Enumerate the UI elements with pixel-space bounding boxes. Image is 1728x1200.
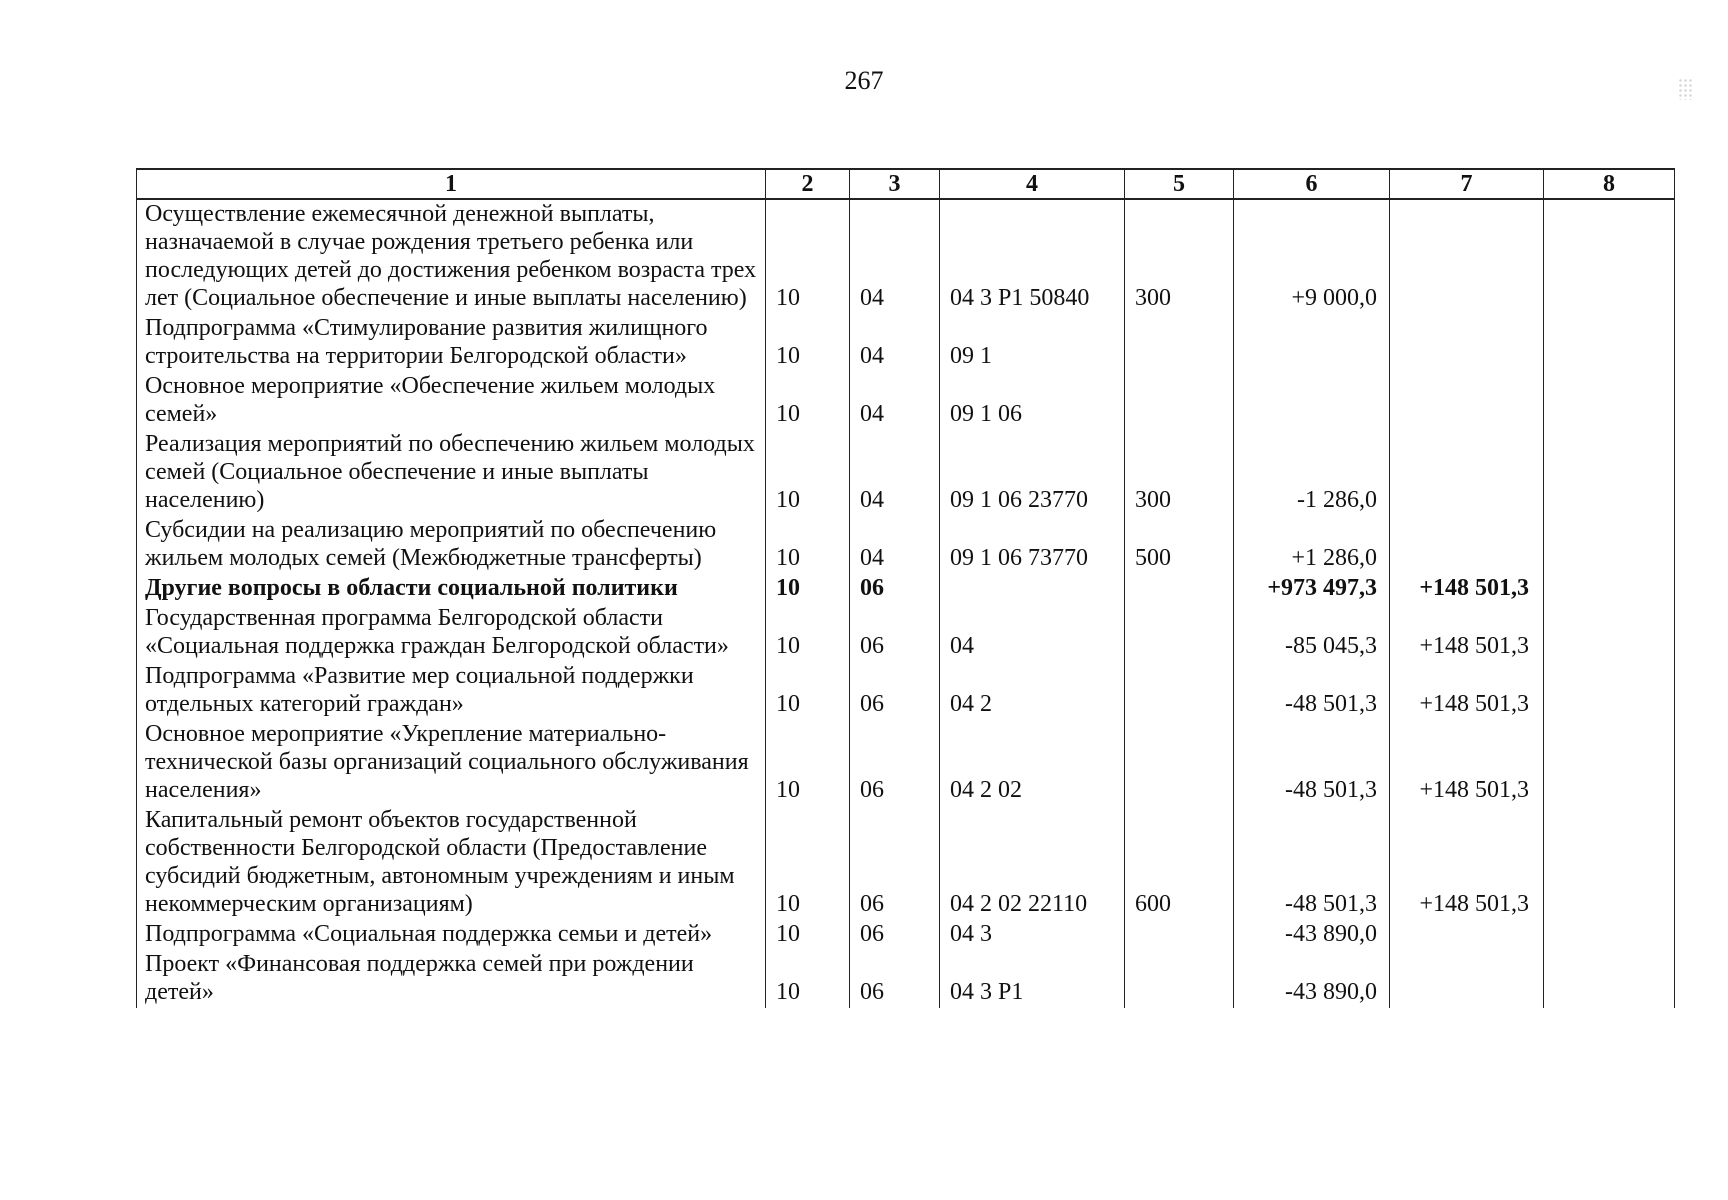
row-expense-type: 300 (1125, 430, 1234, 516)
table-row (137, 430, 1675, 516)
row-description: Субсидии на реализацию мероприятий по обеспечению жильем молодых семей (Межбюджетные трансферты) (137, 516, 766, 574)
row-amount-2 (1390, 199, 1544, 314)
table-header-row (137, 169, 1675, 199)
column-header-1: 1 (137, 169, 766, 199)
row-amount-3 (1544, 950, 1675, 1008)
row-target-article: 04 3 (940, 920, 1125, 950)
row-expense-type (1125, 662, 1234, 720)
row-expense-type (1125, 372, 1234, 430)
row-description: Осуществление ежемесячной денежной выплаты, назначаемой в случае рождения третьего ребенка или последующих детей до достижения ребенком возраста трех лет (Социальное обеспечение и иные выплаты населению) (137, 199, 766, 314)
row-section: 10 (766, 430, 850, 516)
row-amount-3 (1544, 806, 1675, 920)
column-header-3: 3 (850, 169, 940, 199)
row-section: 10 (766, 314, 850, 372)
row-description: Подпрограмма «Стимулирование развития жилищного строительства на территории Белгородской области» (137, 314, 766, 372)
row-description: Капитальный ремонт объектов государственной собственности Белгородской области (Предоставление субсидий бюджетным, автономным учреждениям и иным некоммерческим организациям) (137, 806, 766, 920)
row-expense-type (1125, 314, 1234, 372)
row-amount-3 (1544, 920, 1675, 950)
row-description: Реализация мероприятий по обеспечению жильем молодых семей (Социальное обеспечение и иные выплаты населению) (137, 430, 766, 516)
row-subsection: 06 (850, 950, 940, 1008)
row-subsection: 04 (850, 430, 940, 516)
row-amount-1: +973 497,3 (1234, 574, 1390, 604)
row-amount-3 (1544, 720, 1675, 806)
row-amount-2 (1390, 372, 1544, 430)
table-row (137, 574, 1675, 604)
table-row (137, 314, 1675, 372)
row-expense-type: 300 (1125, 199, 1234, 314)
row-amount-1: -43 890,0 (1234, 920, 1390, 950)
row-section: 10 (766, 372, 850, 430)
row-amount-1: -48 501,3 (1234, 720, 1390, 806)
row-description: Проект «Финансовая поддержка семей при рождении детей» (137, 950, 766, 1008)
column-header-5: 5 (1125, 169, 1234, 199)
row-subsection: 04 (850, 314, 940, 372)
row-amount-1 (1234, 372, 1390, 430)
row-subsection: 04 (850, 516, 940, 574)
row-amount-1: -48 501,3 (1234, 806, 1390, 920)
row-section: 10 (766, 662, 850, 720)
row-section: 10 (766, 574, 850, 604)
column-header-6: 6 (1234, 169, 1390, 199)
row-amount-1: -43 890,0 (1234, 950, 1390, 1008)
table-row (137, 950, 1675, 1008)
table-row (137, 662, 1675, 720)
row-amount-1: -1 286,0 (1234, 430, 1390, 516)
row-expense-type: 500 (1125, 516, 1234, 574)
row-amount-1: +1 286,0 (1234, 516, 1390, 574)
row-expense-type (1125, 720, 1234, 806)
row-target-article: 04 (940, 604, 1125, 662)
table-body (137, 199, 1675, 1008)
row-subsection: 06 (850, 604, 940, 662)
column-header-7: 7 (1390, 169, 1544, 199)
row-expense-type (1125, 950, 1234, 1008)
row-expense-type (1125, 574, 1234, 604)
row-target-article: 04 2 02 (940, 720, 1125, 806)
table-row (137, 920, 1675, 950)
table-row (137, 372, 1675, 430)
column-header-2: 2 (766, 169, 850, 199)
scan-speck (1678, 78, 1694, 100)
row-section: 10 (766, 720, 850, 806)
row-section: 10 (766, 920, 850, 950)
row-target-article: 09 1 06 73770 (940, 516, 1125, 574)
table-row (137, 604, 1675, 662)
column-header-4: 4 (940, 169, 1125, 199)
row-expense-type: 600 (1125, 806, 1234, 920)
row-subsection: 06 (850, 720, 940, 806)
row-subsection: 06 (850, 806, 940, 920)
table-row (137, 806, 1675, 920)
row-amount-2: +148 501,3 (1390, 662, 1544, 720)
column-header-8: 8 (1544, 169, 1675, 199)
row-section: 10 (766, 950, 850, 1008)
row-amount-2 (1390, 950, 1544, 1008)
row-amount-1: -48 501,3 (1234, 662, 1390, 720)
row-amount-3 (1544, 199, 1675, 314)
row-description: Государственная программа Белгородской области «Социальная поддержка граждан Белгородской области» (137, 604, 766, 662)
row-amount-2: +148 501,3 (1390, 720, 1544, 806)
table-row (137, 516, 1675, 574)
page-number: 267 (844, 66, 884, 95)
row-target-article: 09 1 (940, 314, 1125, 372)
budget-table (136, 168, 1675, 1008)
row-subsection: 06 (850, 662, 940, 720)
row-description: Основное мероприятие «Укрепление материально-технической базы организаций социального обслуживания населения» (137, 720, 766, 806)
row-amount-2: +148 501,3 (1390, 604, 1544, 662)
row-amount-2: +148 501,3 (1390, 574, 1544, 604)
row-expense-type (1125, 604, 1234, 662)
row-subsection: 06 (850, 574, 940, 604)
row-description: Подпрограмма «Развитие мер социальной поддержки отдельных категорий граждан» (137, 662, 766, 720)
row-amount-3 (1544, 430, 1675, 516)
row-amount-3 (1544, 372, 1675, 430)
row-amount-2 (1390, 430, 1544, 516)
row-amount-3 (1544, 314, 1675, 372)
row-amount-3 (1544, 516, 1675, 574)
row-subsection: 04 (850, 372, 940, 430)
row-amount-1: -85 045,3 (1234, 604, 1390, 662)
row-amount-2 (1390, 314, 1544, 372)
row-description: Подпрограмма «Социальная поддержка семьи и детей» (137, 920, 766, 950)
row-description: Основное мероприятие «Обеспечение жильем молодых семей» (137, 372, 766, 430)
row-description: Другие вопросы в области социальной политики (137, 574, 766, 604)
row-amount-2 (1390, 516, 1544, 574)
row-subsection: 06 (850, 920, 940, 950)
row-amount-2: +148 501,3 (1390, 806, 1544, 920)
row-target-article: 09 1 06 23770 (940, 430, 1125, 516)
row-target-article: 04 2 (940, 662, 1125, 720)
row-target-article: 04 3 P1 (940, 950, 1125, 1008)
table-row (137, 720, 1675, 806)
table-row (137, 199, 1675, 314)
row-amount-3 (1544, 604, 1675, 662)
row-amount-1 (1234, 314, 1390, 372)
row-subsection: 04 (850, 199, 940, 314)
row-target-article: 09 1 06 (940, 372, 1125, 430)
row-section: 10 (766, 516, 850, 574)
row-target-article (940, 574, 1125, 604)
row-amount-2 (1390, 920, 1544, 950)
row-section: 10 (766, 806, 850, 920)
row-amount-3 (1544, 574, 1675, 604)
row-target-article: 04 2 02 22110 (940, 806, 1125, 920)
row-amount-1: +9 000,0 (1234, 199, 1390, 314)
row-target-article: 04 3 P1 50840 (940, 199, 1125, 314)
row-amount-3 (1544, 662, 1675, 720)
row-section: 10 (766, 199, 850, 314)
row-section: 10 (766, 604, 850, 662)
row-expense-type (1125, 920, 1234, 950)
